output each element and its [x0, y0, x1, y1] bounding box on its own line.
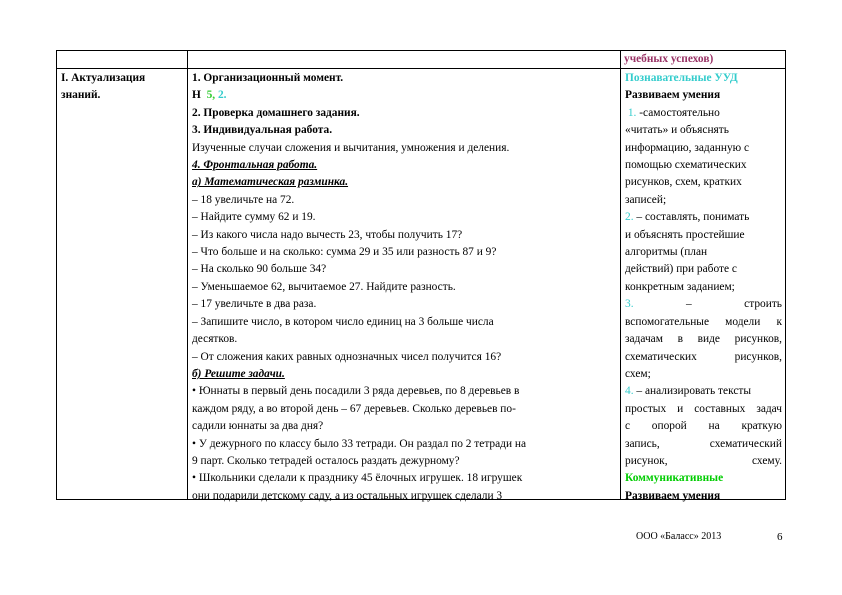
content-line: садили юннаты за два дня? [192, 420, 324, 433]
uud-line: простых и составных задач [625, 402, 782, 415]
uud-number: 2. [625, 211, 634, 224]
uud-line: конкретным заданием; [625, 280, 735, 293]
table-col-divider-1 [187, 50, 188, 500]
uud-line [625, 383, 782, 400]
uud-line: задачам в виде рисунков, [625, 333, 782, 346]
uud-cell [625, 70, 782, 505]
content-line: – 18 увеличьте на 72. [192, 193, 295, 206]
lesson-table [56, 50, 786, 500]
uud-line: записей; [625, 193, 667, 206]
uud-line: информацию, заданную с [625, 141, 750, 154]
content-line: – Из какого числа надо вычесть 23, чтобы получить 17? [192, 228, 463, 241]
footer-page-number: 6 [777, 531, 783, 543]
content-line: – 17 увеличьте в два раза. [192, 298, 317, 311]
uud-line: Развиваем умения [625, 89, 721, 102]
uud-line: «читать» и объяснять [625, 124, 729, 137]
uud-text: – анализировать тексты [636, 385, 752, 398]
uud-line [625, 105, 782, 122]
uud-line: запись, схематический [625, 437, 782, 450]
content-number-cyan: 2. [217, 89, 227, 102]
content-line: – От сложения каких равных однозначных чисел получится 16? [192, 350, 502, 363]
content-line: 2. Проверка домашнего задания. [192, 106, 360, 119]
content-line: – Уменьшаемое 62, вычитаемое 27. Найдите разность. [192, 280, 456, 293]
uud-line: алгоритмы (план [625, 246, 708, 259]
content-line: 9 парт. Сколько тетрадей осталось раздать дежурному? [192, 454, 460, 467]
uud-number: 3. [625, 298, 634, 311]
table-border-left [56, 50, 57, 500]
content-line: – Что больше и на сколько: сумма 29 и 35 или разность 87 и 9? [192, 246, 497, 259]
uud-text: – строить [686, 298, 782, 311]
uud-line: помощью схематических [625, 159, 747, 172]
stage-line: I. Актуализация [61, 72, 146, 84]
uud-line [625, 296, 782, 313]
content-line: 3. Индивидуальная работа. [192, 124, 333, 137]
uud-line: действий) при работе с [625, 263, 737, 276]
uud-line: вспомогательные модели к [625, 315, 782, 328]
stage-line: знаний. [61, 89, 101, 102]
content-line: – На сколько 90 больше 34? [192, 263, 327, 276]
uud-text: -самостоятельно [639, 106, 720, 119]
uud-heading-cognitive: Познавательные УУД [625, 72, 738, 84]
header-cell-learning-success: учебных успехов) [624, 53, 714, 65]
content-line [192, 87, 616, 104]
uud-line: и объяснять простейшие [625, 228, 745, 241]
content-line: б) Решите задачи. [192, 367, 285, 380]
content-line: Изученные случаи сложения и вычитания, умножения и деления. [192, 141, 510, 154]
content-line: каждом ряду, а во второй день – 67 деревьев. Сколько деревьев по- [192, 402, 516, 415]
content-line: – Запишите число, в котором число единиц на 3 больше числа [192, 315, 494, 328]
table-border-right [785, 50, 786, 500]
uud-line: Развиваем умения [625, 489, 721, 502]
content-line: 4. Фронтальная работа. [192, 159, 318, 172]
content-line: 1. Организационный момент. [192, 72, 344, 84]
content-line: • У дежурного по классу было 33 тетради. Он раздал по 2 тетради на [192, 437, 527, 450]
uud-text: – составлять, понимать [636, 211, 750, 224]
uud-line: схем; [625, 367, 651, 380]
uud-heading-communicative: Коммуникативные [625, 472, 724, 485]
stage-cell [61, 70, 183, 105]
uud-line: схематических рисунков, [625, 350, 782, 363]
footer-company: ООО «Баласс» 2013 [636, 531, 722, 542]
content-line: они подарили детскому саду, а из остальных игрушек сделали 3 [192, 489, 503, 502]
uud-line [625, 209, 782, 226]
content-h: Н [192, 89, 201, 102]
content-line: а) Математическая разминка. [192, 176, 349, 189]
content-line: – Найдите сумму 62 и 19. [192, 211, 316, 224]
content-line: десятков. [192, 333, 238, 346]
content-line: • Школьники сделали к празднику 45 ёлочных игрушек. 18 игрушек [192, 472, 523, 485]
uud-line: рисунков, схем, кратких [625, 176, 742, 189]
uud-line: рисунок, схему. [625, 454, 782, 467]
uud-number: 1. [627, 106, 637, 119]
uud-number: 4. [625, 385, 634, 398]
table-col-divider-2 [620, 50, 621, 500]
lesson-content-cell [192, 70, 616, 505]
content-number-green: 5, [206, 89, 216, 102]
content-line: • Юннаты в первый день посадили 3 ряда деревьев, по 8 деревьев в [192, 385, 520, 398]
uud-line: с опорой на краткую [625, 420, 782, 433]
